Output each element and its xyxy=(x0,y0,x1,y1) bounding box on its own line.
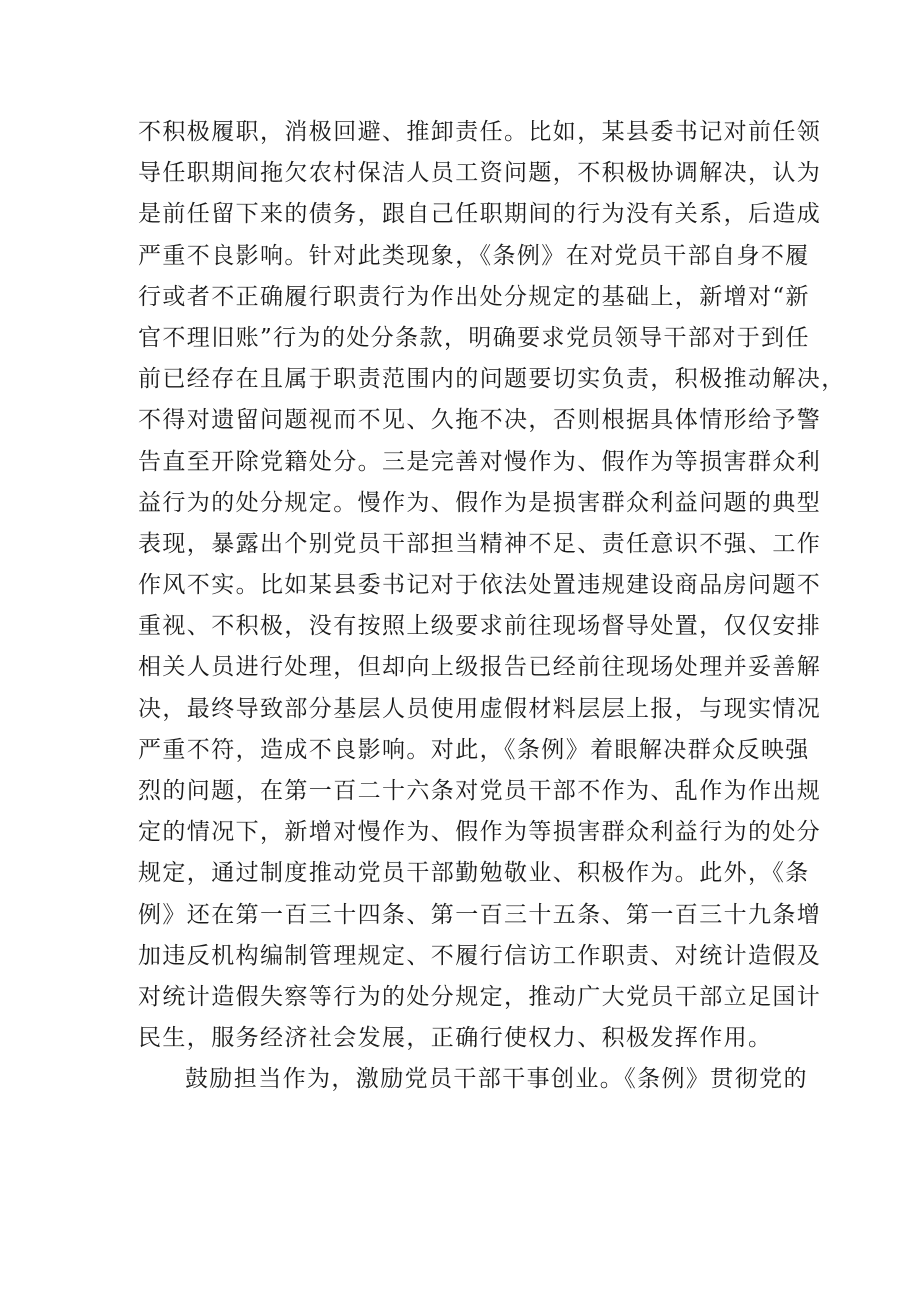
text-line: 作风不实。比如某县委书记对于依法处置违规建设商品房问题不 xyxy=(138,572,822,599)
text-line: 严重不良影响。针对此类现象，《条例》在对党员干部自身不履 xyxy=(138,242,810,269)
text-line: 导任职期间拖欠农村保洁人员工资问题，不积极协调解决，认为 xyxy=(138,160,822,187)
text-line: 益行为的处分规定。慢作为、假作为是损害群众利益问题的典型 xyxy=(138,489,822,516)
text-line: 例》还在第一百三十四条、第一百三十五条、第一百三十九条增 xyxy=(138,901,822,928)
paragraph-start-line: 鼓励担当作为，激励党员干部干事创业。《条例》贯彻党的 xyxy=(185,1066,808,1093)
text-line: 前已经存在且属于职责范围内的问题要切实负责，积极推动解决， xyxy=(138,366,846,393)
text-line: 烈的问题，在第一百二十六条对党员干部不作为、乱作为作出规 xyxy=(138,778,822,804)
text-line: 相关人员进行处理，但却向上级报告已经前往现场处理并妥善解 xyxy=(138,654,822,681)
text-line: 重视、不积极，没有按照上级要求前往现场督导处置，仅仅安排 xyxy=(138,613,822,640)
text-line: 决，最终导致部分基层人员使用虚假材料层层上报，与现实情况 xyxy=(138,695,822,722)
text-line: 告直至开除党籍处分。三是完善对慢作为、假作为等损害群众利 xyxy=(138,448,822,475)
text-line: 是前任留下来的债务，跟自己任职期间的行为没有关系，后造成 xyxy=(138,201,822,228)
text-line: 对统计造假失察等行为的处分规定，推动广大党员干部立足国计 xyxy=(138,983,822,1010)
text-line: 定的情况下，新增对慢作为、假作为等损害群众利益行为的处分 xyxy=(138,819,822,846)
text-line: 官不理旧账”行为的处分条款，明确要求党员领导干部对于到任 xyxy=(138,324,810,351)
text-line: 表现，暴露出个别党员干部担当精神不足、责任意识不强、工作 xyxy=(138,530,822,557)
text-line: 严重不符，造成不良影响。对此，《条例》着眼解决群众反映强 xyxy=(138,736,810,763)
text-line: 民生，服务经济社会发展，正确行使权力、积极发挥作用。 xyxy=(138,1025,773,1052)
text-line: 加违反机构编制管理规定、不履行信访工作职责、对统计造假及 xyxy=(138,942,822,969)
text-line: 规定，通过制度推动党员干部勤勉敬业、积极作为。此外，《条 xyxy=(138,860,810,887)
text-line: 不积极履职，消极回避、推卸责任。比如，某县委书记对前任领 xyxy=(138,119,822,145)
text-line: 行或者不正确履行职责行为作出处分规定的基础上，新增对“新 xyxy=(138,283,810,310)
text-line: 不得对遗留问题视而不见、久拖不决，否则根据具体情形给予警 xyxy=(138,407,822,434)
body-text xyxy=(138,112,846,1101)
